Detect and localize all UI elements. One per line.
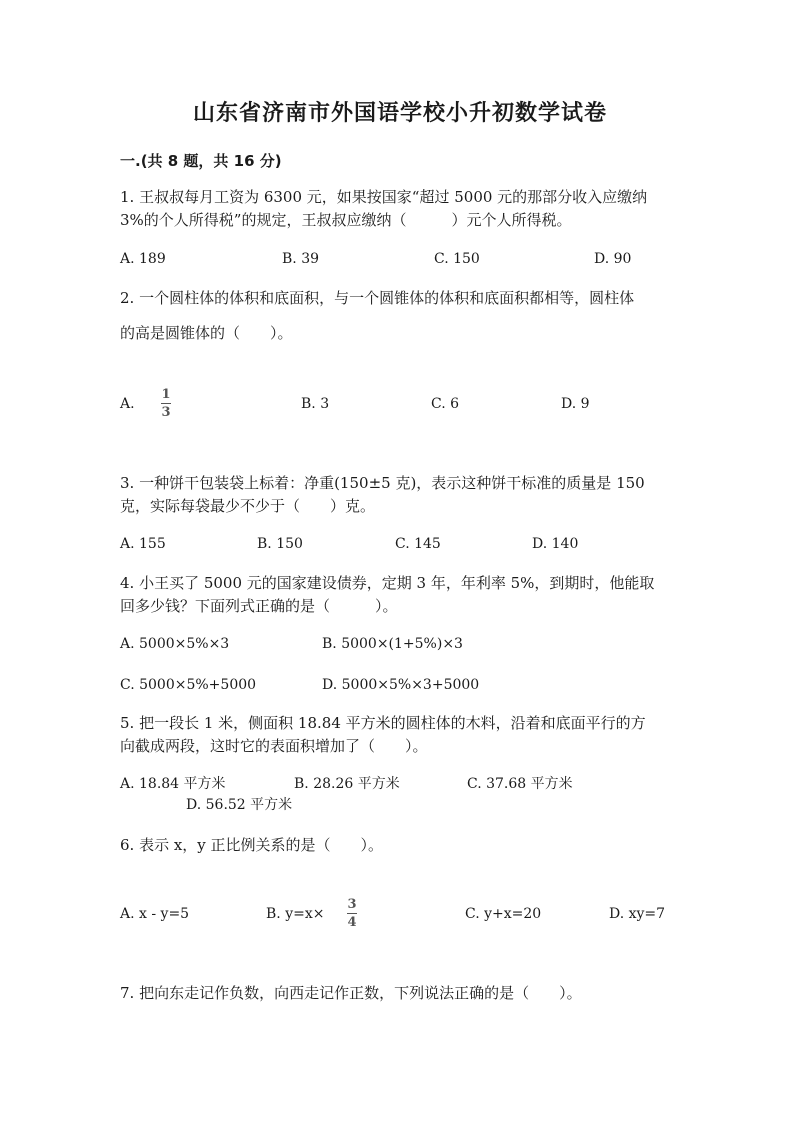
q5-option-d: D. 56.52 平方米 bbox=[186, 797, 293, 813]
q6-option-a: A. x - y=5 bbox=[120, 906, 190, 922]
q3-option-b: B. 150 bbox=[257, 536, 303, 552]
q1-option-d: D. 90 bbox=[594, 251, 632, 267]
fraction-numerator: 3 bbox=[347, 897, 357, 912]
q3-option-a: A. 155 bbox=[120, 536, 166, 552]
question-3-line-2: 克，实际每袋最少不少于（ ）克。 bbox=[120, 497, 376, 515]
fraction-numerator: 1 bbox=[161, 387, 171, 402]
question-3-line-1: 3. 一种饼干包装袋上标着：净重(150±5 克)，表示这种饼干标准的质量是 150 bbox=[120, 474, 645, 492]
question-1-line-1: 1. 王叔叔每月工资为 6300 元，如果按国家“超过 5000 元的那部分收入应缴纳 bbox=[120, 188, 648, 206]
q2-option-c: C. 6 bbox=[431, 396, 460, 412]
question-1-line-2: 3%的个人所得税”的规定，王叔叔应缴纳（ ）元个人所得税。 bbox=[120, 211, 572, 229]
q3-option-d: D. 140 bbox=[532, 536, 579, 552]
q1-option-b: B. 39 bbox=[282, 251, 320, 267]
fraction-bar bbox=[347, 913, 357, 914]
fraction-bar bbox=[161, 403, 171, 404]
q2-option-a-label: A. bbox=[120, 396, 135, 412]
q4-option-d: D. 5000×5%×3+5000 bbox=[322, 677, 480, 693]
q1-option-c: C. 150 bbox=[434, 251, 480, 267]
q2-option-b: B. 3 bbox=[301, 396, 330, 412]
q4-option-a: A. 5000×5%×3 bbox=[120, 636, 230, 652]
question-5-line-1: 5. 把一段长 1 米，侧面积 18.84 平方米的圆柱体的木料，沿着和底面平行的方 bbox=[120, 714, 646, 732]
q1-option-a: A. 189 bbox=[120, 251, 166, 267]
question-4-line-2: 回多少钱？下面列式正确的是（ ）。 bbox=[120, 597, 398, 615]
q4-option-c: C. 5000×5%+5000 bbox=[120, 677, 257, 693]
q2-option-a-fraction bbox=[161, 388, 171, 419]
section-heading: 一.(共 8 题，共 16 分) bbox=[120, 152, 282, 170]
question-2-line-2: 的高是圆锥体的（ ）。 bbox=[120, 324, 293, 342]
q5-option-a: A. 18.84 平方米 bbox=[120, 776, 226, 792]
q5-option-c: C. 37.68 平方米 bbox=[467, 776, 573, 792]
q5-option-b: B. 28.26 平方米 bbox=[294, 776, 400, 792]
fraction-denominator: 3 bbox=[161, 405, 171, 420]
q6-option-b-fraction bbox=[347, 898, 357, 929]
question-6-line-1: 6. 表示 x，y 正比例关系的是（ ）。 bbox=[120, 836, 384, 854]
question-7-line-1: 7. 把向东走记作负数，向西走记作正数，下列说法正确的是（ ）。 bbox=[120, 984, 582, 1002]
fraction-denominator: 4 bbox=[347, 915, 357, 930]
question-4-line-1: 4. 小王买了 5000 元的国家建设债券，定期 3 年，年利率 5%，到期时，他能取 bbox=[120, 574, 655, 592]
q4-option-b: B. 5000×(1+5%)×3 bbox=[322, 636, 463, 652]
question-5-line-2: 向截成两段，这时它的表面积增加了（ ）。 bbox=[120, 737, 428, 755]
q6-option-d: D. xy=7 bbox=[609, 906, 666, 922]
q6-option-b-label: B. y=x× bbox=[266, 906, 325, 922]
q6-option-c: C. y+x=20 bbox=[465, 906, 542, 922]
exam-title: 山东省济南市外国语学校小升初数学试卷 bbox=[192, 101, 607, 126]
q2-option-d: D. 9 bbox=[561, 396, 590, 412]
q3-option-c: C. 145 bbox=[395, 536, 441, 552]
question-2-line-1: 2. 一个圆柱体的体积和底面积，与一个圆锥体的体积和底面积都相等，圆柱体 bbox=[120, 289, 635, 307]
